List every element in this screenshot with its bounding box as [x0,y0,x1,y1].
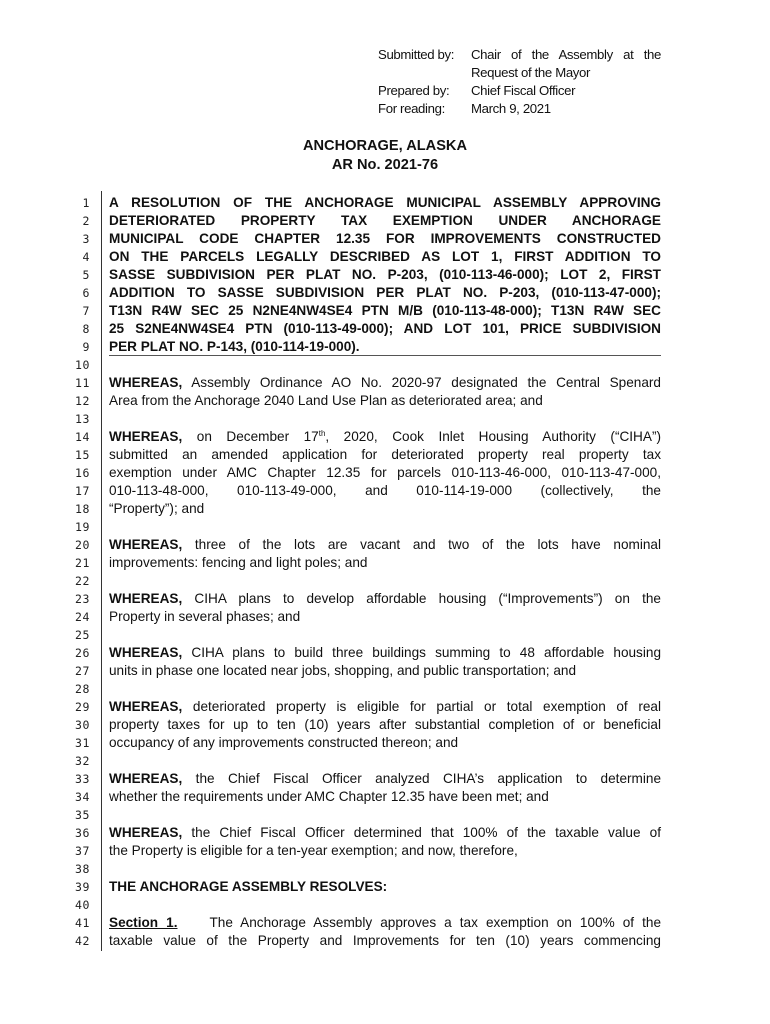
section-1-paragraph: Section 1. The Anchorage Assembly approves a tax exemption on 100% of the taxable value of the Property and Improvements for ten (10) years commencing [109,915,662,948]
line-number: 17 [74,484,90,498]
line-number: 4 [82,250,90,264]
whereas-paragraph-5: WHEREAS, CIHA plans to build three buildings summing to 48 affordable housing units in phase one located near jobs, shopping, and public transportation; and [109,645,661,678]
line-number: 23 [74,592,90,606]
line-number: 39 [74,880,90,894]
resolution-title-line: ADDITION TO SASSE SUBDIVISION PER PLAT NO. P-203, (010-113-47-000); [109,285,661,300]
line-number: 27 [74,664,90,678]
document-body [109,194,662,948]
line-numbers [52,194,90,950]
line-number: 41 [74,916,90,930]
whereas-keyword: WHEREAS, [109,591,183,606]
line-number: 6 [82,286,90,300]
line-number: 12 [74,394,90,408]
for-reading-row [378,100,661,118]
whereas-paragraph-3: WHEREAS, three of the lots are vacant and two of the lots have nominal improvements: fencing and light poles; and [109,537,661,570]
whereas-keyword: WHEREAS, [109,429,183,444]
whereas-keyword: WHEREAS, [109,771,183,786]
document-header [378,46,661,118]
line-number: 8 [82,322,90,336]
resolution-title-line: 25 S2NE4NW4SE4 PTN (010-113-49-000); AND LOT 101, PRICE SUBDIVISION [109,321,661,336]
line-number: 7 [82,304,90,318]
line-number: 34 [74,790,90,804]
whereas-keyword: WHEREAS, [109,375,183,390]
resolution-title-line: A RESOLUTION OF THE ANCHORAGE MUNICIPAL ASSEMBLY APPROVING [109,195,661,210]
whereas-keyword: WHEREAS, [109,645,183,660]
line-number: 22 [74,574,90,588]
line-number: 1 [82,196,90,210]
whereas-paragraph-2: WHEREAS, on December 17th, 2020, Cook Inlet Housing Authority (“CIHA”) submitted an amended application for deteriorated property real property tax exemption under AMC Chapter 12.35 for parcels 010-113-46-000, 010-113-47-000, 010-113-48-000, 010-113-49-000, and 010-114-19-000 (collectively, the “Property”); and [109,429,661,516]
prepared-by-row [378,82,661,100]
line-number: 30 [74,718,90,732]
line-number: 20 [74,538,90,552]
submitted-by-row [378,46,661,64]
title-resolution-number: AR No. 2021-76 [331,157,439,173]
resolution-title-line: T13N R4W SEC 25 N2NE4NW4SE4 PTN M/B (010-113-48-000); T13N R4W SEC [109,303,661,318]
line-number: 35 [74,808,90,822]
submitted-by-value: Chair of the Assembly at the [471,47,661,62]
line-number: 18 [74,502,90,516]
line-number: 19 [74,520,90,534]
line-number: 11 [74,376,90,390]
line-number: 32 [74,754,90,768]
resolution-title-line: DETERIORATED PROPERTY TAX EXEMPTION UNDER ANCHORAGE [109,213,661,228]
resolves-heading: THE ANCHORAGE ASSEMBLY RESOLVES: [109,879,388,894]
submitted-by-label: Submitted by: [378,47,455,62]
line-number: 25 [74,628,90,642]
line-number: 28 [74,682,90,696]
whereas-paragraph-8: WHEREAS, the Chief Fiscal Officer determined that 100% of the taxable value of the Property is eligible for a ten-year exemption; and now, therefore, [109,825,661,858]
line-number: 40 [74,898,90,912]
line-number: 10 [74,358,90,372]
line-number: 29 [74,700,90,714]
line-number: 15 [74,448,90,462]
whereas-keyword: WHEREAS, [109,825,183,840]
resolution-title-line: MUNICIPAL CODE CHAPTER 12.35 FOR IMPROVEMENTS CONSTRUCTED [109,231,661,246]
resolution-title-line: ON THE PARCELS LEGALLY DESCRIBED AS LOT 1, FIRST ADDITION TO [109,249,661,264]
whereas-paragraph-1: WHEREAS, Assembly Ordinance AO No. 2020-97 designated the Central Spenard Area from the Anchorage 2040 Land Use Plan as deteriorated area; and [109,375,661,408]
whereas-paragraph-4: WHEREAS, CIHA plans to develop affordable housing (“Improvements”) on the Property in several phases; and [109,591,661,624]
document-title [0,137,770,175]
line-number: 36 [74,826,90,840]
whereas-paragraph-7: WHEREAS, the Chief Fiscal Officer analyzed CIHA’s application to determine whether the requirements under AMC Chapter 12.35 have been met; and [109,771,661,804]
whereas-paragraph-6: WHEREAS, deteriorated property is eligible for partial or total exemption of real property taxes for up to ten (10) years after substantial completion of or beneficial occupancy of any improvements constructed thereon; and [109,699,661,750]
line-number: 42 [74,934,90,948]
resolution-title [109,194,661,356]
line-number: 38 [74,862,90,876]
whereas-keyword: WHEREAS, [109,699,183,714]
for-reading-label: For reading: [378,101,445,116]
line-number: 5 [82,268,90,282]
submitted-by-value-2: Request of the Mayor [471,65,591,80]
line-number: 14 [74,430,90,444]
prepared-by-label: Prepared by: [378,83,450,98]
prepared-by-value: Chief Fiscal Officer [471,83,576,98]
line-number: 13 [74,412,90,426]
title-location: ANCHORAGE, ALASKA [302,138,468,154]
for-reading-value: March 9, 2021 [471,101,551,116]
margin-rule [101,191,102,951]
submitted-by-row-2 [378,64,661,82]
resolution-title-line: SASSE SUBDIVISION PER PLAT NO. P-203, (010-113-46-000); LOT 2, FIRST [109,267,661,282]
section-1-label: Section 1. [109,915,178,930]
line-number: 21 [74,556,90,570]
line-number: 24 [74,610,90,624]
line-number: 2 [82,214,90,228]
resolution-title-line: PER PLAT NO. P-143, (010-114-19-000). [109,339,360,354]
line-number: 16 [74,466,90,480]
line-number: 31 [74,736,90,750]
line-number: 26 [74,646,90,660]
line-number: 33 [74,772,90,786]
line-number: 3 [82,232,90,246]
whereas-keyword: WHEREAS, [109,537,183,552]
line-number: 9 [82,340,90,354]
line-number: 37 [74,844,90,858]
